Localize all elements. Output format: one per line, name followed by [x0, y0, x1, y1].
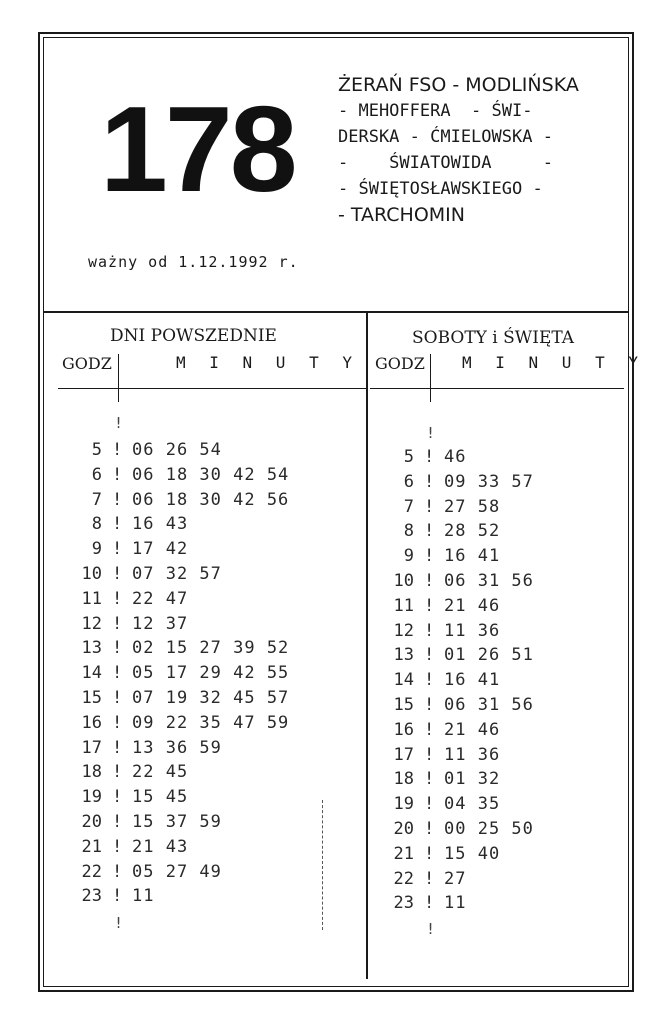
row-separator: !: [424, 843, 435, 864]
hour-value: 16: [393, 719, 414, 740]
hour-value: 9: [91, 539, 102, 560]
row-separator: !: [112, 613, 123, 634]
route-stop-line: ŻERAŃ FSO - MODLIŃSKA: [338, 74, 579, 96]
minutes-value: 06 18 30 42 56: [132, 489, 290, 510]
minutes-value: 06 26 54: [132, 440, 222, 460]
schedule-row: [68, 488, 358, 513]
hour-value: 20: [81, 811, 102, 832]
schedule-row: [68, 512, 358, 537]
hour-value: 22: [393, 868, 414, 889]
weekday-tick-top: !: [114, 414, 124, 432]
hour-value: 12: [81, 613, 102, 634]
row-separator: !: [424, 645, 435, 666]
hour-value: 16: [81, 712, 102, 733]
minutes-value: 05 17 29 42 55: [132, 663, 290, 684]
minutes-value: 06 31 56: [444, 570, 534, 591]
schedule-row: [380, 792, 620, 817]
row-separator: !: [112, 638, 123, 659]
weekday-tick-bottom: !: [114, 914, 124, 932]
row-separator: !: [112, 836, 123, 857]
schedule-row: [380, 544, 620, 569]
row-separator: !: [424, 471, 435, 492]
minutes-value: 06 31 56: [444, 694, 534, 715]
row-separator: !: [112, 886, 123, 907]
hour-value: 9: [403, 546, 414, 567]
holiday-header-divider: [370, 388, 624, 389]
holiday-schedule: [380, 445, 620, 916]
row-separator: !: [112, 588, 123, 609]
schedule-row: [380, 817, 620, 842]
schedule-row: [380, 867, 620, 892]
schedule-row: [68, 612, 358, 637]
schedule-row: [380, 718, 620, 743]
row-separator: !: [112, 712, 123, 733]
column-divider: [366, 313, 368, 979]
schedule-row: [380, 891, 620, 916]
minutes-value: 09 22 35 47 59: [132, 712, 290, 733]
minutes-value: 01 32: [444, 769, 501, 790]
minutes-value: 11 36: [444, 620, 501, 641]
row-separator: !: [112, 687, 123, 708]
schedule-row: [68, 463, 358, 488]
minutes-value: 21 46: [444, 595, 501, 616]
route-stop-line: - TARCHOMIN: [338, 204, 465, 226]
row-separator: !: [424, 719, 435, 740]
row-separator: !: [424, 769, 435, 790]
minutes-value: 16 41: [444, 546, 501, 567]
schedule-row: [380, 569, 620, 594]
minutes-value: 21 43: [132, 836, 189, 857]
hour-value: 5: [403, 447, 414, 467]
row-separator: !: [112, 737, 123, 758]
hour-value: 21: [81, 836, 102, 857]
weekday-header-separator: [118, 354, 119, 402]
hour-value: 7: [403, 496, 414, 517]
row-separator: !: [424, 521, 435, 542]
hour-value: 14: [81, 663, 102, 684]
minutes-value: 13 36 59: [132, 737, 222, 758]
route-number: 178: [100, 81, 295, 217]
hour-value: 6: [91, 464, 102, 485]
hour-value: 13: [393, 645, 414, 666]
row-separator: !: [424, 670, 435, 691]
row-separator: !: [112, 514, 123, 535]
schedule-row: [68, 587, 358, 612]
schedule-row: [380, 519, 620, 544]
holiday-header-separator: [430, 354, 431, 402]
holiday-title: SOBOTY i ŚWIĘTA: [412, 328, 575, 348]
schedule-row: [68, 661, 358, 686]
minutes-value: 16 41: [444, 670, 501, 691]
weekday-hour-header: GODZ: [62, 354, 112, 373]
minutes-value: 27: [444, 868, 467, 889]
holiday-tick-top: !: [426, 424, 436, 442]
minutes-value: 15 37 59: [132, 811, 222, 832]
hour-value: 18: [393, 769, 414, 790]
schedule-row: [68, 785, 358, 810]
row-separator: !: [424, 570, 435, 591]
schedule-row: [68, 711, 358, 736]
hour-value: 12: [393, 620, 414, 641]
row-separator: !: [112, 663, 123, 684]
row-separator: !: [112, 440, 123, 460]
hour-value: 8: [403, 521, 414, 542]
route-stops: [338, 72, 606, 228]
minutes-value: 01 26 51: [444, 645, 534, 666]
hour-value: 8: [91, 514, 102, 535]
minutes-value: 22 45: [132, 762, 189, 783]
hour-value: 20: [393, 818, 414, 839]
minutes-value: 04 35: [444, 794, 501, 815]
hour-value: 11: [393, 595, 414, 616]
hour-value: 7: [91, 489, 102, 510]
schedule-row: [380, 668, 620, 693]
schedule-row: [380, 842, 620, 867]
schedule-row: [380, 743, 620, 768]
minutes-value: 28 52: [444, 521, 501, 542]
schedule-row: [68, 438, 358, 463]
hour-value: 13: [81, 638, 102, 659]
schedule-row: [68, 562, 358, 587]
minutes-value: 11: [444, 893, 467, 914]
minutes-value: 02 15 27 39 52: [132, 638, 290, 659]
row-separator: !: [112, 563, 123, 584]
row-separator: !: [424, 794, 435, 815]
row-separator: !: [424, 620, 435, 641]
hour-value: 23: [393, 893, 414, 914]
minutes-value: 22 47: [132, 588, 189, 609]
minutes-value: 12 37: [132, 613, 189, 634]
row-separator: !: [112, 539, 123, 560]
hour-value: 15: [81, 687, 102, 708]
weekday-schedule: [68, 438, 358, 909]
row-separator: !: [112, 787, 123, 808]
schedule-row: [68, 736, 358, 761]
hour-value: 22: [81, 861, 102, 882]
holiday-tick-bottom: !: [426, 920, 436, 938]
row-separator: !: [424, 496, 435, 517]
hour-value: 10: [393, 570, 414, 591]
schedule-row: [68, 835, 358, 860]
row-separator: !: [424, 818, 435, 839]
minutes-value: 21 46: [444, 719, 501, 740]
schedule-row: [380, 594, 620, 619]
minutes-value: 15 45: [132, 787, 189, 808]
hour-value: 19: [81, 787, 102, 808]
row-separator: !: [424, 868, 435, 889]
hour-value: 10: [81, 563, 102, 584]
weekday-title: DNI POWSZEDNIE: [110, 326, 277, 346]
minutes-value: 07 32 57: [132, 563, 222, 584]
minutes-value: 06 18 30 42 54: [132, 464, 290, 485]
table-top-divider: [43, 311, 629, 313]
holiday-hour-header: GODZ: [375, 354, 425, 373]
hour-value: 14: [393, 670, 414, 691]
schedule-row: [380, 470, 620, 495]
hour-value: 5: [91, 440, 102, 460]
hour-value: 23: [81, 886, 102, 907]
row-separator: !: [424, 893, 435, 914]
schedule-row: [380, 619, 620, 644]
weekday-minutes-header: M I N U T Y: [176, 353, 359, 372]
minutes-value: 15 40: [444, 843, 501, 864]
minutes-value: 16 43: [132, 514, 189, 535]
schedule-row: [68, 860, 358, 885]
route-stop-line: - ŚWIATOWIDA -: [338, 153, 553, 173]
schedule-row: [68, 810, 358, 835]
schedule-row: [380, 495, 620, 520]
hour-value: 17: [81, 737, 102, 758]
schedule-row: [380, 767, 620, 792]
hour-value: 6: [403, 471, 414, 492]
row-separator: !: [112, 464, 123, 485]
holiday-minutes-header: M I N U T Y: [462, 353, 645, 372]
minutes-value: 46: [444, 447, 467, 467]
schedule-row: [380, 693, 620, 718]
hour-value: 21: [393, 843, 414, 864]
row-separator: !: [112, 811, 123, 832]
minutes-value: 07 19 32 45 57: [132, 687, 290, 708]
schedule-row: [68, 686, 358, 711]
hour-value: 17: [393, 744, 414, 765]
hour-value: 19: [393, 794, 414, 815]
minutes-value: 09 33 57: [444, 471, 534, 492]
minutes-value: 05 27 49: [132, 861, 222, 882]
schedule-row: [68, 884, 358, 909]
minutes-value: 00 25 50: [444, 818, 534, 839]
row-separator: !: [424, 595, 435, 616]
hour-value: 15: [393, 694, 414, 715]
route-stop-line: DERSKA - ĆMIELOWSKA -: [338, 127, 553, 147]
hour-value: 11: [81, 588, 102, 609]
row-separator: !: [112, 489, 123, 510]
schedule-row: [380, 643, 620, 668]
schedule-row: [68, 537, 358, 562]
validity-date: ważny od 1.12.1992 r.: [88, 253, 299, 271]
row-separator: !: [112, 861, 123, 882]
schedule-row: [68, 636, 358, 661]
minutes-value: 11 36: [444, 744, 501, 765]
schedule-row: [380, 445, 620, 470]
route-stop-line: - ŚWIĘTOSŁAWSKIEGO -: [338, 179, 543, 199]
row-separator: !: [424, 546, 435, 567]
minutes-value: 27 58: [444, 496, 501, 517]
minutes-value: 17 42: [132, 539, 189, 560]
weekday-header-divider: [58, 388, 366, 389]
minutes-value: 11: [132, 886, 155, 907]
row-separator: !: [424, 744, 435, 765]
row-separator: !: [112, 762, 123, 783]
route-stop-line: - MEHOFFERA - ŚWI-: [338, 101, 533, 121]
row-separator: !: [424, 447, 435, 467]
hour-value: 18: [81, 762, 102, 783]
schedule-row: [68, 760, 358, 785]
row-separator: !: [424, 694, 435, 715]
